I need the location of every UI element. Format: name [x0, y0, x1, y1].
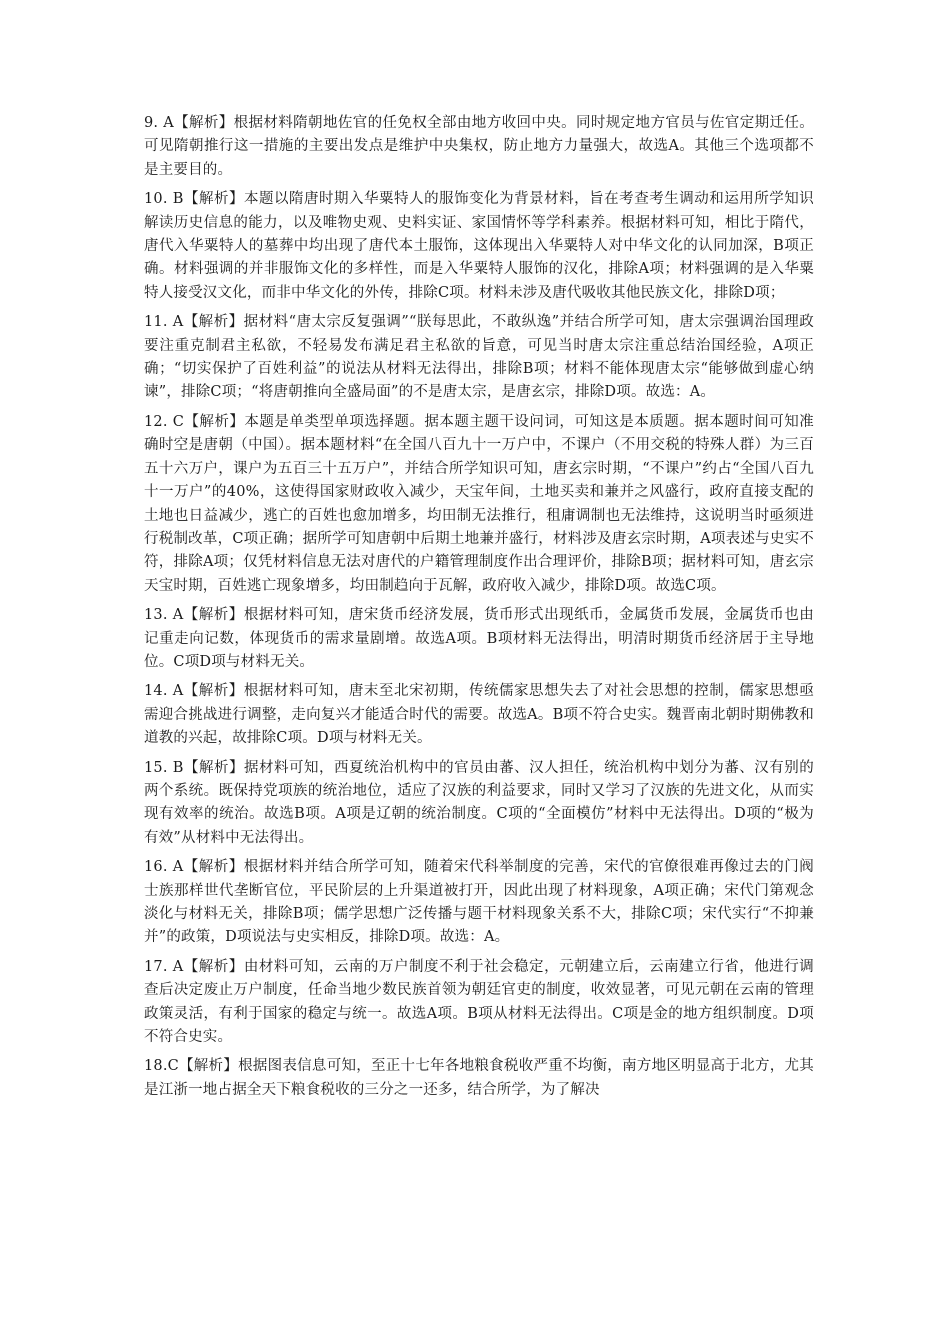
answer-15: 15. B【解析】据材料可知，西夏统治机构中的官员由蕃、汉人担任，统治机构中划分为蕃、汉有别的两个系统。既保持党项族的统治地位，适应了汉族的利益要求，同时又学习了汉族的先进文化，从而实现有效率的统治。故选B项。A项是辽朝的统治制度。C项的“全面模仿”材料中无法得出。D项的“极为有效”从材料中无法得出。: [144, 759, 814, 846]
answer-17: 17. A【解析】由材料可知，云南的万户制度不利于社会稳定，元朝建立后，云南建立行省，他进行调查后决定废止万户制度，任命当地少数民族首领为朝廷官吏的制度，收效显著，可见元朝在云南的管理政策灵活，有利于国家的稳定与统一。故选A项。B项从材料无法得出。C项是金的地方组织制度。D项不符合史实。: [144, 958, 814, 1046]
answer-11: 11. A【解析】据材料“唐太宗反复强调”“朕每思此，不敢纵逸”并结合所学可知，唐太宗强调治国理政要注重克制君主私欲，不轻易发布满足君主私欲的旨意，可见当时唐太宗注重总结治国经验，A项正确；“切实保护了百姓利益”的说法从材料无法得出，排除B项；材料不能体现唐太宗“能够做到虚心纳谏”，排除C项；“将唐朝推向全盛局面”的不是唐太宗，是唐玄宗，排除D项。故选：A。: [144, 314, 814, 401]
answer-16: 16. A【解析】根据材料并结合所学可知，随着宋代科举制度的完善，宋代的官僚很难再像过去的门阀士族那样世代垄断官位，平民阶层的上升渠道被打开，因此出现了材料现象，A项正确；宋代门第观念淡化与材料无关，排除B项；儒学思想广泛传播与题干材料现象关系不大，排除C项；宋代实行“不抑兼并”的政策，D项说法与史实相反，排除D项。故选：A。: [144, 859, 814, 946]
answer-14: 14. A【解析】根据材料可知，唐末至北宋初期，传统儒家思想失去了对社会思想的控制，儒家思想亟需迎合挑战进行调整，走向复兴才能适合时代的需要。故选A。B项不符合史实。魏晋南北朝时期佛教和道教的兴起，故排除C项。D项与材料无关。: [144, 683, 814, 747]
answer-12: 12. C【解析】本题是单类型单项选择题。据本题主题干设问词，可知这是本质题。据本题时间可知准确时空是唐朝（中国）。据本题材料“在全国八百九十一万户中，不课户（不用交税的特殊人群）为三百五十六万户，课户为五百三十五万户”，并结合所学知识可知，唐玄宗时期，“不课户”约占“全国八百九十一万户”的40%，这使得国家财政收入减少，天宝年间，土地买卖和兼并之风盛行，政府直接支配的土地也日益减少，逃亡的百姓也愈加增多，均田制无法推行，租庸调制也无法维持，这说明当时亟须进行税制改革，C项正确；据所学可知唐朝中后期土地兼并盛行，材料涉及唐玄宗时期，A项表述与史实不符，排除A项；仅凭材料信息无法对唐代的户籍管理制度作出合理评价，排除B项；据材料可知，唐玄宗天宝时期，百姓逃亡现象增多，均田制趋向于瓦解，政府收入减少，排除D项。故选C项。: [144, 413, 814, 594]
answer-18: 18.C【解析】根据图表信息可知，至正十七年各地粮食税收严重不均衡，南方地区明显高于北方，尤其是江浙一地占据全天下粮食税收的三分之一还多，结合所学，为了解决: [144, 1058, 814, 1098]
answer-explanations: [144, 112, 814, 1108]
answer-10: 10. B【解析】本题以隋唐时期入华粟特人的服饰变化为背景材料，旨在考查考生调动和运用所学知识解读历史信息的能力，以及唯物史观、史料实证、家国情怀等学科素养。根据材料可知，相比于隋代，唐代入华粟特人的墓葬中均出现了唐代本土服饰，这体现出入华粟特人对中华文化的认同加深，B项正确。材料强调的并非服饰文化的多样性，而是入华粟特人服饰的汉化，排除A项；材料强调的是入华粟特人接受汉文化，而非中华文化的外传，排除C项。材料未涉及唐代吸收其他民族文化，排除D项；: [144, 191, 814, 301]
answer-13: 13. A【解析】根据材料可知，唐宋货币经济发展，货币形式出现纸币，金属货币发展，金属货币也由记重走向记数，体现货币的需求量剧增。故选A项。B项材料无法得出，明清时期货币经济居于主导地位。C项D项与材料无关。: [144, 607, 814, 670]
answer-9: 9. A【解析】根据材料隋朝地佐官的任免权全部由地方收回中央。同时规定地方官员与佐官定期迁任。可见隋朝推行这一措施的主要出发点是维护中央集权，防止地方力量强大，故选A。其他三个选项都不是主要目的。: [144, 115, 814, 178]
